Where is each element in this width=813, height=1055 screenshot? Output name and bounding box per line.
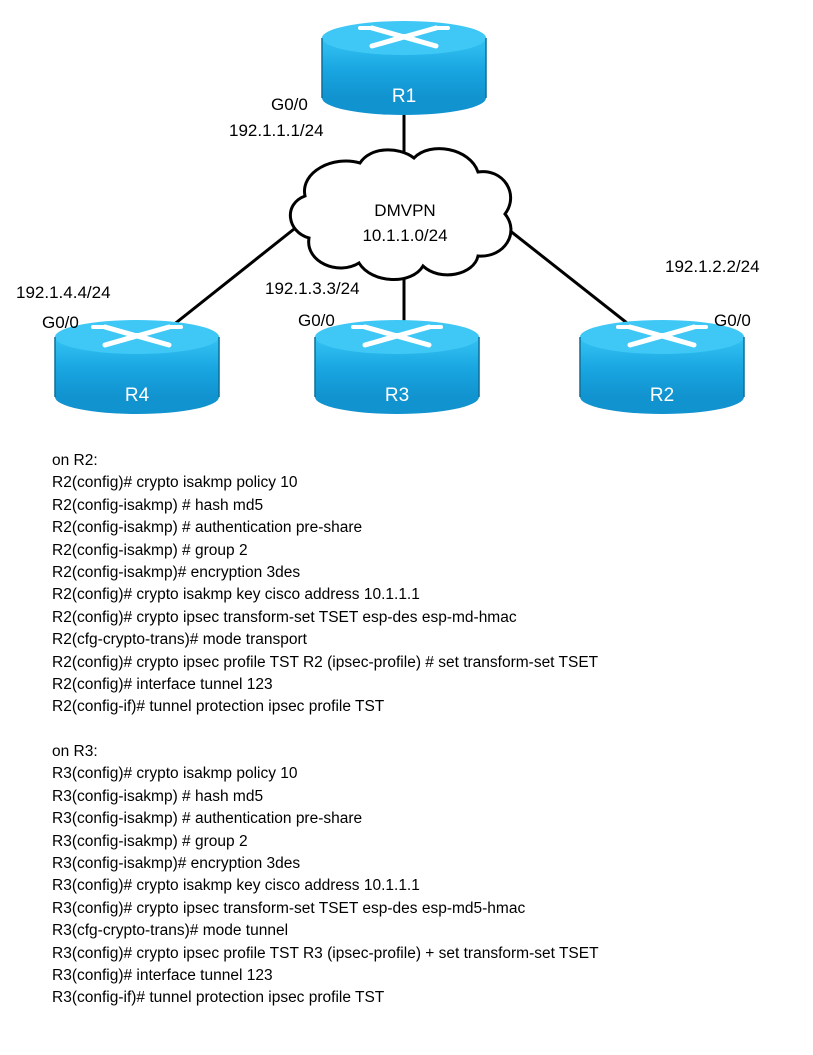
- label-r4-address: 192.1.4.4/24: [16, 283, 111, 302]
- label-r1-interface: G0/0: [271, 95, 308, 114]
- label-r1-address: 192.1.1.1/24: [229, 121, 324, 140]
- config-line: R3(config-isakmp) # hash md5: [52, 787, 264, 805]
- label-r2-interface: G0/0: [714, 311, 751, 330]
- config-line: R3(config-if)# tunnel protection ipsec profile TST: [52, 989, 385, 1007]
- config-line: R2(config)# crypto ipsec transform-set TSET esp-des esp-md-hmac: [52, 608, 517, 626]
- cloud-label-name: DMVPN: [374, 201, 436, 220]
- config-line: R3(config-isakmp)# encryption 3des: [52, 854, 301, 872]
- config-line: R2(config-isakmp) # hash md5: [52, 496, 264, 514]
- config-line: R2(config-isakmp) # group 2: [52, 541, 248, 559]
- config-line: R2(cfg-crypto-trans)# mode transport: [52, 631, 307, 649]
- config-line: R2(config-isakmp) # authentication pre-share: [52, 519, 363, 537]
- config-line: R3(config)# crypto isakmp policy 10: [52, 765, 298, 783]
- config-line: R2(config)# crypto ipsec profile TST R2 (ipsec-profile) # set transform-set TSET: [52, 653, 599, 671]
- config-line: R3(config)# crypto ipsec profile TST R3 (ipsec-profile) + set transform-set TSET: [52, 944, 599, 962]
- config-block-r3: [52, 741, 792, 1010]
- config-line: R3(config)# crypto isakmp key cisco address 10.1.1.1: [52, 877, 420, 895]
- config-line: R3(cfg-crypto-trans)# mode tunnel: [52, 922, 289, 940]
- config-line: R2(config)# crypto isakmp policy 10: [52, 474, 298, 492]
- router-label-r4: R4: [124, 385, 150, 406]
- router-label-r3: R3: [384, 385, 410, 406]
- config-block-separator: [52, 719, 792, 741]
- router-label-r2: R2: [649, 385, 675, 406]
- config-line: R3(config-isakmp) # group 2: [52, 832, 248, 850]
- config-line: R2(config)# crypto isakmp key cisco address 10.1.1.1: [52, 586, 420, 604]
- config-line: R2(config-isakmp)# encryption 3des: [52, 564, 301, 582]
- config-heading-r3: on R3:: [52, 742, 98, 760]
- config-line: R3(config)# interface tunnel 123: [52, 966, 273, 984]
- label-r3-address: 192.1.3.3/24: [265, 279, 360, 298]
- label-r2-address: 192.1.2.2/24: [665, 257, 760, 276]
- label-r3-interface: G0/0: [298, 311, 335, 330]
- config-block-r2: [52, 450, 792, 719]
- config-line: R2(config)# interface tunnel 123: [52, 676, 273, 694]
- label-r4-interface: G0/0: [42, 313, 79, 332]
- config-heading-r2: on R2:: [52, 452, 98, 469]
- config-line: R2(config-if)# tunnel protection ipsec profile TST: [52, 698, 385, 716]
- configuration-listing: [52, 450, 792, 1010]
- router-label-r1: R1: [391, 86, 417, 107]
- config-line: R3(config-isakmp) # authentication pre-share: [52, 810, 363, 828]
- config-line: R3(config)# crypto ipsec transform-set TSET esp-des esp-md5-hmac: [52, 899, 526, 917]
- cloud-label-subnet: 10.1.1.0/24: [362, 226, 448, 245]
